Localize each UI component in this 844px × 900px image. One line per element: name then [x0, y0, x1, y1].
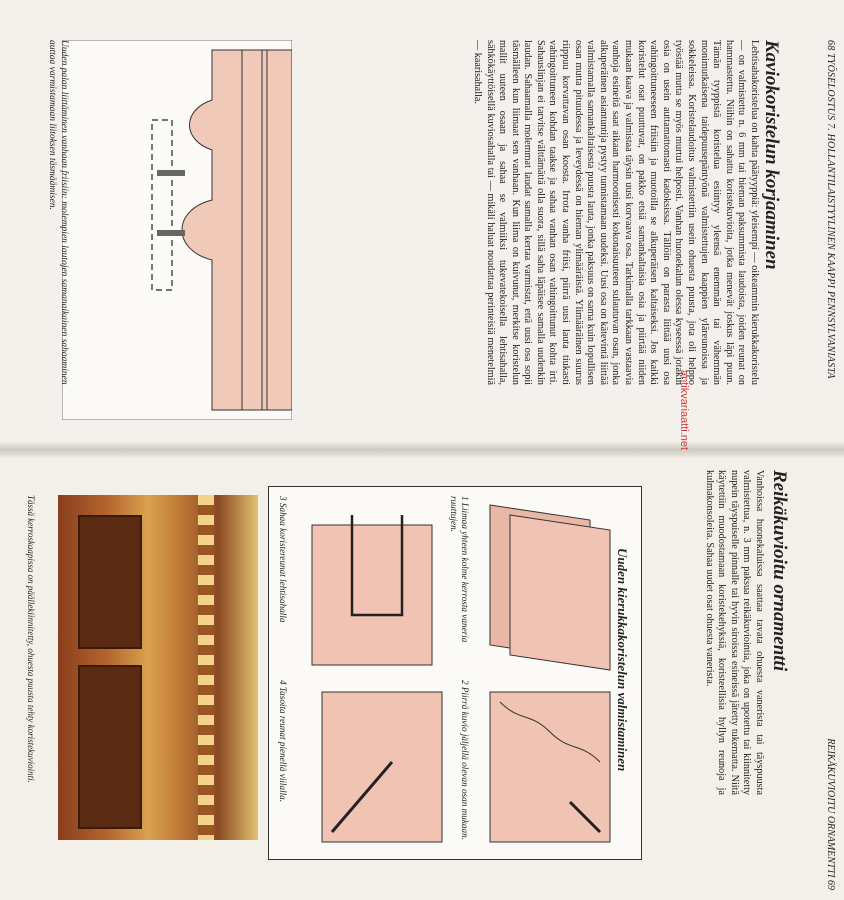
watermark-text: antikvariaatti.net: [678, 370, 690, 451]
section-title-69: Reikäkuvioitu ornamentti: [769, 470, 790, 672]
figure-caption-68: Uuden palan liittäminen vanhaan friisiin: molempien lautojen samanaikainen sahaaminen auttaa varmistamaan liitoksen täsmäämisen.: [47, 40, 69, 385]
section-title-68: Kaviokoristelun korjaaminen: [761, 40, 782, 270]
photo-panel: [78, 515, 142, 649]
running-head-68: 68 TYÖSELOSTUS 7. HOLLANTILAISTYYLINEN KAAPPI PENNSYLVANIASTA: [825, 40, 836, 379]
photo-panel: [78, 665, 142, 829]
step3-illustration: [292, 495, 452, 675]
step-4-caption: 4 Tasoita reunat pienellä viilalla.: [278, 680, 288, 803]
step1-illustration: [480, 495, 630, 675]
step-2-caption: 2 Piirrä kuvio jäljellä olevan osan mukaan.: [460, 680, 470, 840]
step4-illustration: [292, 682, 452, 852]
body-text-68: Lehtisahakoristelua on kahta päätyyppiä: yleisempi — oikeammin kierukkakoristelu — on valmistettu n. 6 mm tai hieman paksummista laudoista, joiden reunat on hammastettu. Niihin on sahattu koristekuvioita, jotka menevät joskus läpi puun. Tämän tyyppistä koristelua esiintyy yleensä enemmän tai vähemmän monimutkaisena taidepuusepäntyönä valmistettujen kaappien yläreunoissa ja sokkeleissa. Koristelaudoitus valmistettiin usein ohuesta puusta, jota oli helppo työstää mutta se myös murtui helposti. Vanhan huonekalun olessa kyseessä jotakin osia on usein auttamattomasti kadoksissa. Tällöin on parasta liittää uusi osa vahingoittuneeseen friisiin ja muotoilla se alkuperäisen kaltaiseksi. Jos kaikki koristelut osat puuttuvat, on pakko etsiä samankaltaisia osia ja piirtää niiden mukaan kaava ja valmistaa täysin uusi korvaava osa. Tarkimalla tarkkaan vastaavia vanhoja esineitä saat aikaan harmoonisesti kokonaisuuteen sulautuvan osan, jonka alkuperäinen asiantuntija pystyy tunnistamaan uudeksi. Uusi osa on kätevintä liittää valmistamalla samankaltaisesta puusta lauta, jonka paksuus on sama kuin lopullisen osan mutta pituudessa ja leveydessä on hieman ylimääräistä. Ylimääräinen suurus riippuu korvattavan osan koosta. Irrota vanha friisi, piirrä uusi lauta tiukasti vahingoittuneen kohdan taakse ja sahaa vanhan osan vahingoittunut kohta irti. Sahauslinjan ei tarvitse välttämättä olla suora, sillä saha läpäisee samalla uudenkin laudan. Sahaamalla molemmat laudat samalla kertaa varmistat, että uusi osa sopii täsmälleen kun liimaat sen vanhaan. Kun liima on kuivunut, merkitse koristelun mallit uuteen osaan ja sahaa se valmiiksi tukevatekoisella lehtisahalla, sähkökäyttöisellä kuviosahalla tai — mikäli haluat noudattaa perinteisiä menetelmiä — kaarisahalla.: [471, 40, 760, 385]
cabinet-photo: [58, 495, 258, 840]
step-3-caption: 3 Sahaa koristereunat lehtisahalla: [278, 496, 288, 623]
step2-illustration: [480, 682, 630, 852]
photo-fretwork-edge: [198, 495, 214, 840]
frieze-joint-illustration: [62, 40, 292, 420]
photo-caption-69: Tässä kerroskaapissa on päällekiinnitetty, ohuesta puusta tehty koristekuviointi.: [26, 495, 36, 783]
step-1-caption: 1 Liimaa yhteen kolme kerrosta vaneria ruuttujen.: [449, 496, 470, 643]
running-head-69: REIKÄKUVIOITU ORNAMENTTI 69: [825, 738, 836, 890]
steps-box-title: Uuden kierukkakoristelun valmistaminen: [615, 548, 630, 772]
body-text-69: Vanhoissa huonekaluissa saattaa tavata ohuesta vanerista tai täyspuusta valmistettua, n. 3 mm paksua reikäkuviointia, joka on upotettu tai kiinnitetty nupein täyspuiselle pinnalle tai hyvin siroissa esineissä jätetty tukematta. Niitä käytettiin muodostamaan koristekehyksiä, koristeellisia hyllyn reunoja ja kulmakonsoleita. Sahaa uudet osat ohuesta vanerista.: [703, 470, 765, 795]
